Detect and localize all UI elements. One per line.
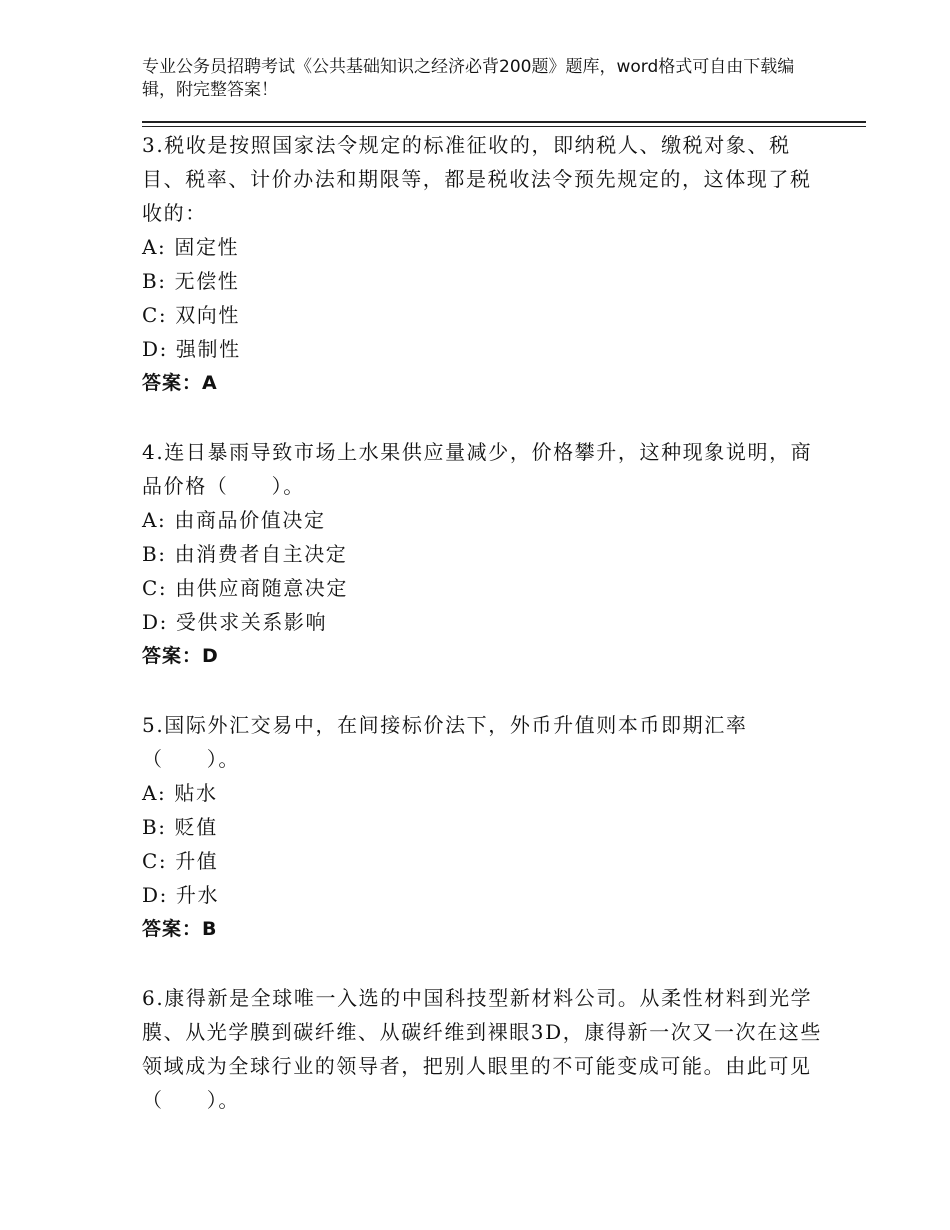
option-d: D: 受供求关系影响: [142, 610, 328, 634]
option-a: A: 由商品价值决定: [142, 508, 326, 532]
header-rule-thin: [142, 126, 866, 127]
spacer: [142, 400, 822, 435]
answer: 答案：B: [142, 918, 218, 940]
spacer: [142, 946, 822, 981]
question-4: [142, 435, 822, 673]
option-b: B: 由消费者自主决定: [142, 542, 348, 566]
question-list: [142, 128, 822, 1117]
option-d: D: 强制性: [142, 337, 241, 361]
option-c: C: 升值: [142, 849, 219, 873]
question-stem: 3.税收是按照国家法令规定的标准征收的，即纳税人、缴税对象、税目、税率、计价办法和期限等，都是税收法令预先规定的，这体现了税收的：: [142, 133, 812, 225]
question-6: [142, 981, 822, 1117]
option-c: C: 由供应商随意决定: [142, 576, 348, 600]
question-5: [142, 708, 822, 946]
option-a: A: 固定性: [142, 235, 240, 259]
spacer: [142, 673, 822, 708]
question-stem: 5.国际外汇交易中，在间接标价法下，外币升值则本币即期汇率（ ）。: [142, 713, 748, 771]
question-stem: 6.康得新是全球唯一入选的中国科技型新材料公司。从柔性材料到光学膜、从光学膜到碳纤维、从碳纤维到裸眼3D，康得新一次又一次在这些领域成为全球行业的领导者，把别人眼里的不可能变成可能。由此可见（ ）。: [142, 986, 822, 1112]
question-stem: 4.连日暴雨导致市场上水果供应量减少，价格攀升，这种现象说明，商品价格（ ）。: [142, 440, 813, 498]
question-3: [142, 128, 822, 400]
answer: 答案：D: [142, 645, 219, 667]
option-c: C: 双向性: [142, 303, 240, 327]
option-b: B: 无偿性: [142, 269, 240, 293]
header-rule-thick: [142, 121, 866, 123]
document-header: 专业公务员招聘考试《公共基础知识之经济必背200题》题库，word格式可自由下载编辑，附完整答案！: [142, 57, 795, 100]
option-b: B: 贬值: [142, 815, 218, 839]
option-a: A: 贴水: [142, 781, 218, 805]
answer: 答案：A: [142, 372, 218, 394]
option-d: D: 升水: [142, 883, 220, 907]
